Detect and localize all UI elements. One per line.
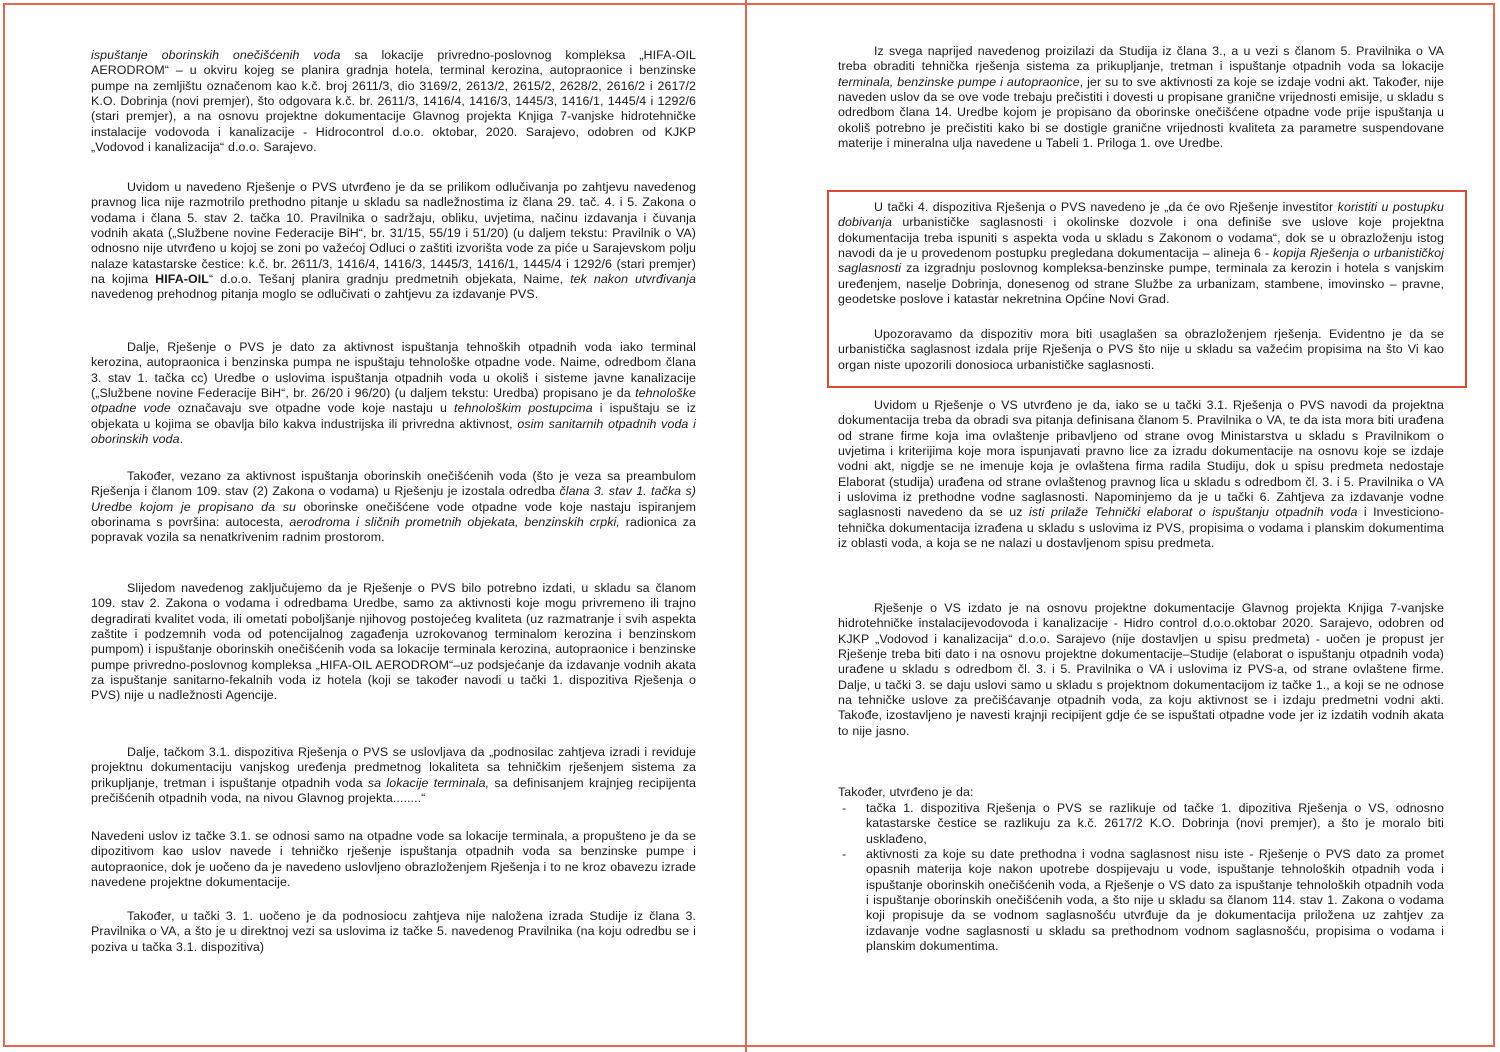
left-paragraph-5: Slijedom navedenog zaključujemo da je Rješenje o PVS bilo potrebno izdati, u skladu sa članom 109. stav 2. Zakona o vodama i odredbama Uredbe, samo za aktivnosti koje mogu privremeno ili trajno degradirati kvalitet voda, ili ometati poboljšanje njihovog postojećeg kvaliteta (uz razmatranje i svih aspekta zaštite i podzemnih voda od potencijalnog zagađenja uzrokovanog terminalom kerozina i benzinskom pumpom) i ispuštanje oborinskih onečišćenih voda sa lokacije terminala kerozina, autopraonice i benzinske pumpe privredno-poslovnog kompleksa „HIFA-OIL AERODROM“–uz podsjećanje da izdavanje vodnih akata za ispuštanje sanitarno-fekalnih voda iz hotela (koji se također navodi u tački 1. dispozitiva Rješenja o PVS) nije u nadležnosti Agencije. xyxy=(91,581,696,703)
right-paragraph-2: U tački 4. dispozitiva Rješenja o PVS navedeno je „da će ovo Rješenje investitor koristiti u postupku dobivanja urbanističke saglasnosti i okolinske dozvole i ona definiše sve uslove koje projektna dokumentacija treba ispuniti s aspekta voda u skladu s Zakonom o vodama“, dok se u obrazloženju istog navodi da je u provedenom postupku pregledana dokumentacija – alineja 6 - kopija Rješenja o urbanističkoj saglasnosti za izgradnju poslovnog kompleksa-benzinske pumpe, terminala za kerozin i hotela s vanjskim uređenjem, naselje Dobrinja, donesenog od strane Službe za urbanizam, stambene, imovinsko – pravne, geodetske poslove i katastar nekretnina Općine Novi Grad. xyxy=(838,200,1444,307)
list-item: - tačka 1. dispozitiva Rješenja o PVS se razlikuje od tačke 1. dipozitiva Rješenja o VS, odnosno katastarske čestice se razlikuju za k.č. 2617/2 K.O. Dobrinja (novi premjer), a što je moralo biti usklađeno, xyxy=(838,801,1444,847)
right-page xyxy=(750,0,1494,1052)
right-paragraph-5: Rješenje o VS izdato je na osnovu projektne dokumentacije Glavnog projekta Knjiga 7-vanjske hidrotehničke instalacijevodovoda i kanalizacije - Hidro control d.o.o.oktobar 2020. Sarajevo, odobren od KJKP „Vodovod i kanalizacija“ d.o.o. Sarajevo (nije dostavljen u spisu predmeta) - uočen je propust jer Rješenje treba biti dato i na osnovu projektne dokumentacije–Studije (elaborat o ispuštanju otpadnih voda) urađene u skladu s odredbom čl. 3. i 5. Pravilnika o VA i uslovima iz PVS-a, od strane ovlaštene firme. Dalje, u tački 3. se daju uslovi samo u skladu s projektnom dokumentacijom iz tačke 1., a koji se ne odnose na tehničke uslove za prečišćavanje otpadnih voda, za koju aktivnost se i izdaju predmetni vodni akti. Takođe, izostavljeno je navesti krajnji recipijent gdje će se ispuštati otpadne vode jer iz izdatih vodnih akata to nije jasno. xyxy=(838,601,1444,738)
list-item: - aktivnosti za koje su date prethodna i vodna saglasnost nisu iste - Rješenje o PVS dato za promet opasnih materija koje nakon upotrebe dospijevaju u vode, ispuštanje tehnoloških otpadnih voda i ispuštanje oborinskih onečišćenih voda, a Rješenje o VS dato za ispuštanje tehnoloških otpadnih voda i ispuštanje oborinskih onečišćenih voda, a što nije u skladu sa članom 114. stav 1. Zakona o vodama koji propisuje da se vodnom saglasnošću utvrđuje da je dokumentacija priložena uz zahtjev za izdavanje vodne saglasnosti u skladu sa prethodnom vodnom saglasnošću, propisima o vodama i planskim dokumentima. xyxy=(838,847,1444,954)
right-paragraph-3: Upozoravamo da dispozitiv mora biti usaglašen sa obrazloženjem rješenja. Evidentno je da se urbanistička saglasnost izdala prije Rješenja o PVS što nije u skladu sa važećim propisima na što Vi kao organ niste upozorili donosioca urbanističke saglasnosti. xyxy=(838,327,1444,372)
right-paragraph-4: Uvidom u Rješenje o VS utvrđeno je da, iako se u tački 3.1. Rješenja o PVS navodi da projektna dokumentacija treba da obradi sva pitanja definisana članom 5. Pravilnika o VA, te da ista mora biti urađena od strane firme koja ima ovlaštenje pribavljeno od strane ovog Ministarstva u skladu s Pravilnikom o uvjetima i kriterijima koje mora ispunjavati pravno lice za izradu dokumentacije na osnovu koje se izdaje vodni akt, nigdje se ne imenuje koja je ovlaštena firma radila Studiju, dok u spisu predmeta nedostaje Elaborat (studija) urađena od strane ovlaštenog pravnog lica u skladu s odredbom čl. 3. i 5. Pravilnika o VA i uslovima iz prethodne vodne saglasnosti. Napominjemo da je u tački 6. Zahtjeva za izdavanje vodne saglasnosti navedeno da se uz isti prilaže Tehnički elaborat o ispuštanju otpadnih voda i Investiciono-tehnička dokumentacija izrađena u skladu s uslovima iz PVS, propisima o vodama i planskim dokumentima iz oblasti voda, a koja se ne nalazi u dostavljenom spisu predmeta. xyxy=(838,398,1444,551)
left-paragraph-7: Navedeni uslov iz tačke 3.1. se odnosi samo na otpadne vode sa lokacije terminala, a propušteno je da se dipozitivom kao uslov navede i tehničko rješenje ispuštanja otpadnih voda sa benzinske pumpe i autopraonice, dok je uočeno da je navedeno uslovljeno obrazloženjem Rješenja i to ne kroz obavezu izrade navedene projektne dokumentacije. xyxy=(91,829,696,890)
left-paragraph-2: Uvidom u navedeno Rješenje o PVS utvrđeno je da se prilikom odlučivanja po zahtjevu navedenog pravnog lica nije razmotrilo prethodno pitanje u skladu sa nadležnostima iz člana 29. tač. 4. i 5. Zakona o vodama i člana 5. stav 2. tačka 10. Pravilnika o sadržaju, obliku, uvjetima, načinu izdavanja i čuvanja vodnih akata („Službene novine Federacije BiH“, br. 31/15, 55/19 i 51/20) (u daljem tekstu: Pravilnik o VA) odnosno nije utvrđeno u kojoj se zoni po važećoj Odluci o zaštiti izvorišta vode za piće u Sarajevskom polju nalaze katastarske čestice: k.č. br. 2611/3, 1416/4, 1416/3, 1445/3, 1416/1, 1445/4 i 1292/6 (stari premjer) na kojima HIFA-OIL“ d.o.o. Tešanj planira gradnju predmetnih objekata, Naime, tek nakon utvrđivanja navedenog prehodnog pitanja moglo se odlučivati o zahtjevu za izdavanje PVS. xyxy=(91,180,697,302)
left-paragraph-8: Također, u tački 3. 1. uočeno je da podnosiocu zahtjeva nije naložena izrada Studije iz člana 3. Pravilnika o VA, a što je u direktnoj vezi sa uslovima iz tačke 5. navedenog Pravilnika (na koju odredbu se i poziva u tačka 3.1. dispozitiva) xyxy=(91,909,696,954)
left-paragraph-4: Također, vezano za aktivnost ispuštanja oborinskih onečišćenih voda (što je veza sa preambulom Rješenja i članom 109. stav (2) Zakona o vodama) u Rješenju je izostala odredba člana 3. stav 1. tačka s) Uredbe kojom je propisano da su oborinske onečišćene vode otpadne vode koje nastaju ispiranjem oborinama s površina: autocesta, aerodroma i sličnih prometnih objekata, benzinskih crpki, radionica za popravak vozila sa nenatkrivenim radnim prostorom. xyxy=(91,469,697,545)
left-paragraph-6: Dalje, tačkom 3.1. dispozitiva Rješenja o PVS se uslovljava da „podnosilac zahtjeva izradi i reviduje projektnu dokumentaciju vanjskog uređenja predmetnog lokaliteta sa tehničkim rješenjem sistema za prikupljanje, tretman i ispuštanje otpadnih voda sa lokacije terminala, sa definisanjem krajnjeg recipijenta prečišćenih otpadnih voda, na nivou Glavnog projekta........“ xyxy=(91,745,696,806)
page-divider xyxy=(745,0,747,1052)
left-page xyxy=(6,0,743,1052)
left-paragraph-3: Dalje, Rješenje o PVS je dato za aktivnost ispuštanja tehnoških otpadnih voda iako terminal kerozina, autopraonica i benzinska pumpa ne ispuštaju tehnološke otpadne vode. Naime, odredbom člana 3. stav 1. tačka cc) Uredbe o uslovima ispuštanja otpadnih voda u okoliš i sisteme javne kanalizacije („Službene novine Federacije BiH“, br. 26/20 i 96/20) (u daljem tekstu: Uredba) propisano je da tehnološke otpadne vode označavaju sve otpadne vode koje nastaju u tehnološkim postupcima i ispuštaju se iz objekata u kojima se obavlja bilo kakva industrijska ili privredna aktivnost, osim sanitarnih otpadnih voda i oborinskih voda. xyxy=(91,340,696,447)
right-paragraph-6-intro: Također, utvrđeno je da: xyxy=(838,785,974,799)
left-paragraph-1: ispuštanje oborinskih onečišćenih voda sa lokacije privredno-poslovnog kompleksa „HIFA-OIL AERODROM“ – u okviru kojeg se planira gradnja hotela, terminal kerozina, autopraonice i benzinske pumpe na zemljištu označenom kao k.č. broj 2611/3, dio 3169/2, 2613/2, 2615/2, 2628/2, 2616/2 i 2617/2 K.O. Dobrinja (novi premjer), što odgovara k.č. br. 2611/3, 1416/4, 1416/3, 1445/3, 1416/1, 1445/4 i 1292/6 (stari premjer), a na osnovu projektne dokumentacije Glavnog projekta Knjiga 7-vanjske hidrotehničke instalacije vodovoda i kanalizacije - Hidrocontrol d.o.o. oktobar, 2020. Sarajevo, odobren od KJKP „Vodovod i kanalizacija“ d.o.o. Sarajevo. xyxy=(91,48,696,155)
right-paragraph-1: Iz svega naprijed navedenog proizilazi da Studija iz člana 3., a u vezi s članom 5. Pravilnika o VA treba obraditi tehnička rješenja sistema za prikupljanje, tretman i ispuštanje otpadnih voda sa lokacije terminala, benzinske pumpe i autopraonice, jer su to sve aktivnosti za koje se izdaje vodni akt. Također, nije naveden uslov da se ove vode trebaju prečistiti i dovesti u propisane granične vrijednosti emisije, u skladu s odredbom člana 14. Uredbe kojom je propisano da oborinske onečišćene otpadne vode prije ispuštanja u okoliš potrebno je prečistiti kako bi se dostigle granične vrijednosti kvaliteta za parametre suspendovane materije i mineralna ulja navedene u Tabeli 1. Priloga 1. ove Uredbe. xyxy=(838,44,1444,151)
right-bullet-list xyxy=(838,801,1444,954)
highlight-box xyxy=(827,190,1467,388)
